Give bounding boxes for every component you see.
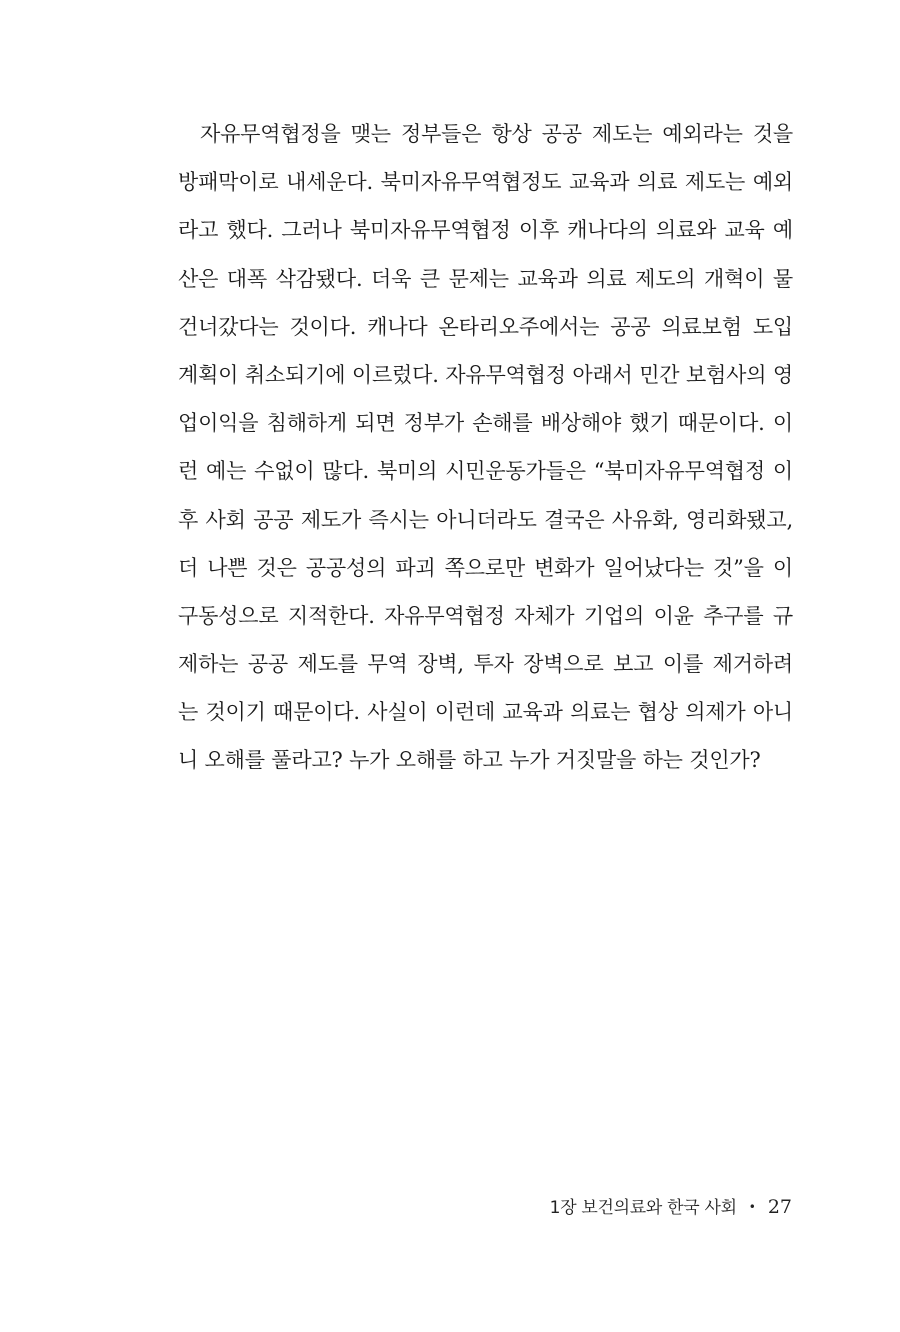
- footer-separator: •: [748, 1200, 756, 1214]
- text-line: 방패막이로 내세운다. 북미자유무역협정도 교육과 의료 제도는 예외: [178, 170, 793, 195]
- text-line: 업이익을 침해하게 되면 정부가 손해를 배상해야 했기 때문이다. 이: [178, 411, 793, 436]
- text-line: 런 예는 수없이 많다. 북미의 시민운동가들은 “북미자유무역협정 이: [178, 459, 793, 484]
- text-line: 구동성으로 지적한다. 자유무역협정 자체가 기업의 이윤 추구를 규: [178, 603, 793, 628]
- text-line: 자유무역협정을 맺는 정부들은 항상 공공 제도는 예외라는 것을: [200, 122, 793, 146]
- body-paragraph: [178, 110, 793, 785]
- text-line: 제하는 공공 제도를 무역 장벽, 투자 장벽으로 보고 이를 제거하려: [178, 652, 793, 677]
- text-line: 건너갔다는 것이다. 캐나다 온타리오주에서는 공공 의료보험 도입: [178, 314, 793, 339]
- page-footer: [550, 1192, 792, 1222]
- text-line: 라고 했다. 그러나 북미자유무역협정 이후 캐나다의 의료와 교육 예: [178, 218, 793, 243]
- text-line: 는 것이기 때문이다. 사실이 이런데 교육과 의료는 협상 의제가 아니: [178, 700, 793, 725]
- text-line: 산은 대폭 삭감됐다. 더욱 큰 문제는 교육과 의료 제도의 개혁이 물: [178, 266, 793, 291]
- text-line: 후 사회 공공 제도가 즉시는 아니더라도 결국은 사유화, 영리화됐고,: [178, 507, 793, 532]
- text-line: 계획이 취소되기에 이르렀다. 자유무역협정 아래서 민간 보험사의 영: [178, 362, 793, 387]
- text-line: 니 오해를 풀라고? 누가 오해를 하고 누가 거짓말을 하는 것인가?: [178, 748, 761, 773]
- text-line: 더 나쁜 것은 공공성의 파괴 쪽으로만 변화가 일어났다는 것”을 이: [178, 555, 793, 580]
- chapter-title: 1장 보건의료와 한국 사회: [549, 1198, 737, 1218]
- page-number: 27: [767, 1196, 792, 1218]
